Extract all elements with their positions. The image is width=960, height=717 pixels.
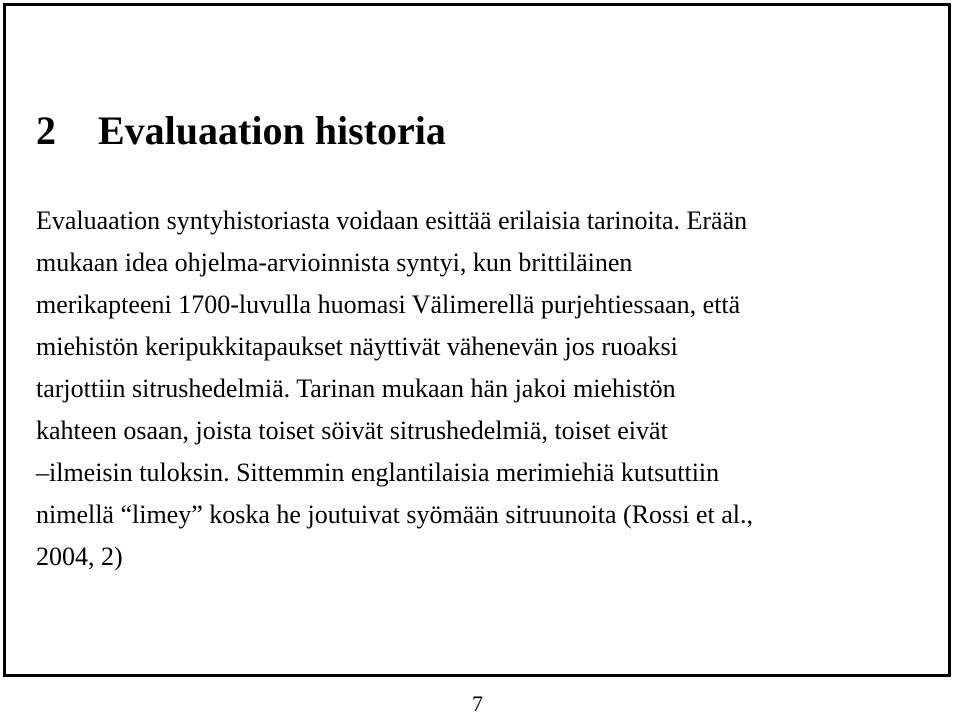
section-heading — [36, 106, 446, 156]
page-number: 7 — [472, 691, 483, 716]
body-line: Evaluaation syntyhistoriasta voidaan esittää erilaisia tarinoita. Erään — [36, 206, 748, 235]
body-line: tarjottiin sitrushedelmiä. Tarinan mukaan hän jakoi miehistön — [36, 374, 676, 403]
body-line: kahteen osaan, joista toiset söivät sitrushedelmiä, toiset eivät — [36, 416, 668, 445]
section-title: Evaluaation historia — [98, 108, 446, 153]
body-line: –ilmeisin tuloksin. Sittemmin englantilaisia merimiehiä kutsuttiin — [36, 458, 720, 487]
section-number: 2 — [36, 108, 56, 153]
body-line: nimellä “limey” koska he joutuivat syömään sitruunoita (Rossi et al., — [36, 500, 754, 529]
body-line: 2004, 2) — [36, 542, 123, 571]
body-line: mukaan idea ohjelma-arvioinnista syntyi, kun brittiläinen — [36, 248, 633, 277]
body-line: miehistön keripukkitapaukset näyttivät vähenevän jos ruoaksi — [36, 332, 678, 361]
body-paragraph — [36, 200, 936, 578]
body-line: merikapteeni 1700-luvulla huomasi Välimerellä purjehtiessaan, että — [36, 290, 741, 319]
